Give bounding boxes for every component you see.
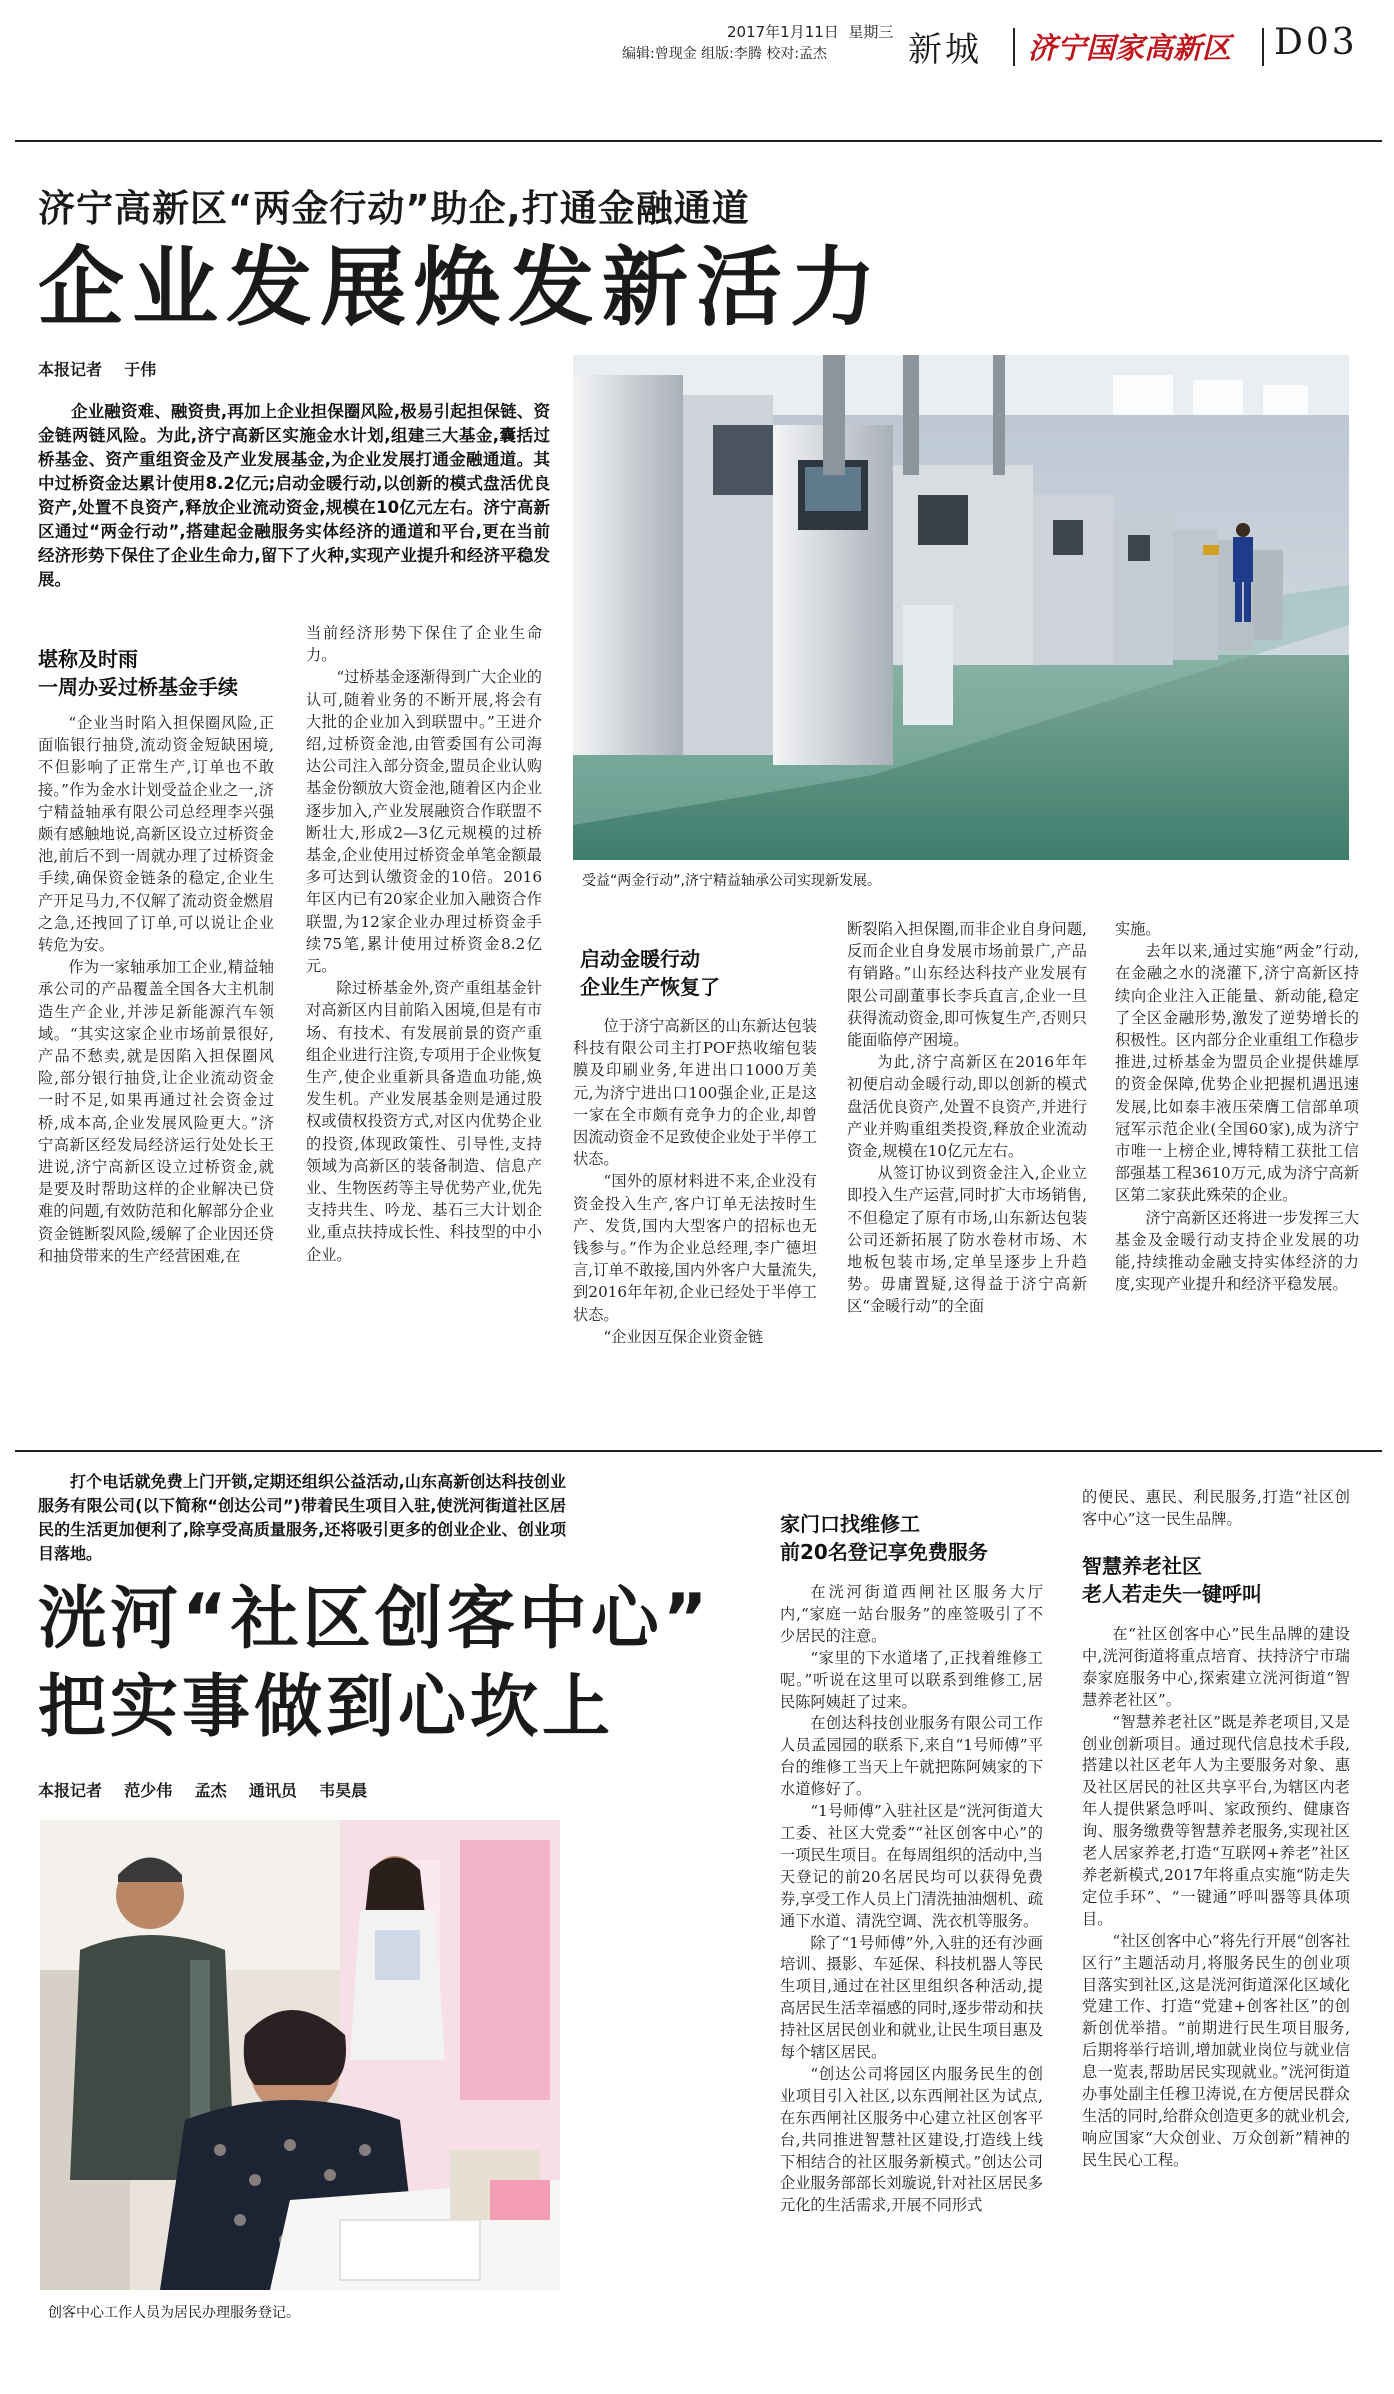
paragraph: “智慧养老社区”既是养老项目,又是创业创新项目。通过现代信息技术手段,搭建以社区老年人为主要服务对象、惠及社区居民的社区共享平台,为辖区内老年人提供紧急呼叫、家政预约、健康咨询、服务缴费等智慧养老服务,实现社区老人居家养老,打造“互联网+养老”社区养老新模式,2017年将重点实施“防走失定位手环”、“一键通”呼叫器等具体项目。 — [1082, 1712, 1350, 1928]
article2-lead — [38, 1470, 566, 1566]
article2-byline: 本报记者 范少伟 孟杰 通讯员 韦昊晨 — [38, 1781, 368, 1800]
paragraph: 断裂陷入担保圈,而非企业自身问题,反而企业自身发展市场前景广,产品有销路。”山东经达科技产业发展有限公司副董事长李兵直言,企业一旦获得流动资金,即可恢复生产,否则只能面临停产困境。 — [847, 920, 1087, 1050]
paragraph: 作为一家轴承加工企业,精益轴承公司的产品覆盖全国各大主机制造生产企业,并涉足新能源汽车领域。“其实这家企业市场前景很好,产品不愁卖,就是因陷入担保圈风险,部分银行抽贷,让企业流动资金一时不足,如果再通过社会资金过桥,成本高,企业发展风险更大。”济宁高新区经发局经济运行处处长王进说,济宁高新区设立过桥资金,就是要及时帮助这样的企业解决已贷难的问题,有效防范和化解部分企业资金链断裂风险,缓解了企业因还贷和抽贷带来的生产经营困难,在 — [38, 958, 274, 1265]
paragraph: “国外的原材料进不来,企业没有资金投入生产,客户订单无法按时生产、发货,国内大型客户的招标也无钱参与。”作为企业总经理,李广德坦言,订单不敢接,国内外客户大量流失,到2016年年初,企业已经处于半停工状态。 — [573, 1172, 817, 1324]
paragraph: 从签订协议到资金注入,企业立即投入生产运营,同时扩大市场销售,不但稳定了原有市场,山东新达包装公司还新拓展了防水卷材市场、木地板包装市场,定单呈逐步上升趋势。毋庸置疑,这得益于济宁高新区“金暖行动”的全面 — [847, 1164, 1087, 1316]
article2-headline-2: 把实事做到心坎上 — [38, 1668, 615, 1747]
weekday: 星期三 — [848, 23, 894, 41]
paragraph: 除了“1号师傅”外,入驻的还有沙画培训、摄影、车延保、科技机器人等民生项目,通过在社区里组织各种活动,提高居民生活幸福感的同时,逐步带动和扶持社区居民创业和就业,让民生项目惠及每个辖区居民。 — [780, 1933, 1044, 2062]
lead-text: 企业融资难、融资贵,再加上企业担保圈风险,极易引起担保链、资金链两链风险。为此,济宁高新区实施金水计划,组建三大基金,囊括过桥基金、资产重组资金及产业发展基金,为企业发展打通金融通道。其中过桥资金达累计使用8.2亿元;启动金暖行动,以创新的模式盘活优良资产,处置不良资产,释放企业流动资金,规模在10亿元左右。济宁高新区通过“两金行动”,搭建起金融服务实体经济的通道和平台,更在当前经济形势下保住了企业生命力,留下了火种,实现产业提升和经济平稳发展。 — [38, 402, 550, 589]
community-photo — [40, 1820, 560, 2290]
header-divider-2 — [1262, 28, 1264, 66]
article1-lead — [38, 400, 550, 592]
header-divider — [1013, 28, 1015, 66]
article2-col2 — [1082, 1624, 1350, 2172]
paragraph: 济宁高新区还将进一步发挥三大基金及金暖行动支持企业发展的功能,持续推动金融支持实体经济的力度,实现产业提升和经济平稳发展。 — [1115, 1208, 1359, 1294]
paragraph: 在“社区创客中心”民生品牌的建设中,洸河街道将重点培育、扶持济宁市瑞泰家庭服务中心,探索建立洸河街道“智慧养老社区”。 — [1082, 1625, 1350, 1709]
paragraph: “家里的下水道堵了,正找着维修工呢。”听说在这里可以联系到维修工,居民陈阿姨赶了过来。 — [780, 1648, 1043, 1711]
article2-subhead-2: 智慧养老社区 老人若走失一键呼叫 — [1082, 1554, 1262, 1606]
community-photo-caption: 创客中心工作人员为居民办理服务登记。 — [48, 2305, 300, 2321]
paragraph: 位于济宁高新区的山东新达包装科技有限公司主打POF热收缩包装膜及印刷业务,年进出口1000万美元,为济宁进出口100强企业,正是这一家在全市颇有竞争力的企业,却曾因流动资金不足致使企业处于半停工状态。 — [573, 1017, 817, 1169]
paragraph: “过桥基金逐渐得到广大企业的认可,随着业务的不断开展,将会有大批的企业加入到联盟中。”王进介绍,过桥资金池,由管委国有公司海达公司注入部分资金,盟员企业认购基金份额放大资金池,随着区内企业逐步加入,产业发展融资合作联盟不断壮大,形成2—3亿元规模的过桥基金,企业使用过桥资金单笔金额最多可达到认缴资金的10倍。2016年区内已有20家企业加入融资合作联盟,为12家企业办理过桥资金手续75笔,累计使用过桥资金8.2亿元。 — [306, 668, 542, 976]
lead-text: 打个电话就免费上门开锁,定期还组织公益活动,山东高新创达科技创业服务有限公司(以下简称“创达公司”)带着民生项目入驻,使洸河街道社区居民的生活更加便利了,除享受高质量服务,还将吸引更多的创业企业、创业项目落地。 — [38, 1472, 566, 1563]
paragraph: 在创达科技创业服务有限公司工作人员孟园园的联系下,来自“1号师傅”平台的维修工当天上午就把陈阿姨家的下水道修好了。 — [780, 1714, 1043, 1799]
article1-col3 — [573, 1015, 817, 1348]
paragraph: 为此,济宁高新区在2016年年初便启动金暖行动,即以创新的模式盘活优良资产,处置不良资产,并进行产业并购重组类投资,释放企业流动资金,规模在10亿元左右。 — [847, 1053, 1087, 1161]
article1-col2 — [306, 622, 542, 1266]
article2-col1 — [780, 1582, 1043, 2217]
paragraph: 当前经济形势下保住了企业生命力。 — [306, 624, 542, 665]
article1-col1 — [38, 712, 274, 1267]
paragraph: 除过桥基金外,资产重组基金针对高新区内目前陷入困境,但是有市场、有技术、有发展前景的资产重组企业进行注资,专项用于企业恢复生产,使企业重新具备造血功能,焕发生机。产业发展基金则是通过股权或债权投资方式,对区内优势企业的投资,体现政策性、引导性,支持领域为高新区的装备制造、信息产业、生物医药等主导优势产业,优先支持共生、吟龙、基石三大计划企业,重点扶持成长性、科技型的中小企业。 — [306, 979, 542, 1264]
page-number: D03 — [1274, 22, 1358, 63]
factory-photo — [573, 355, 1349, 860]
paragraph: “创达公司将园区内服务民生的创业项目引入社区,以东西闸社区为试点,在东西闸社区服务中心建立社区创客平台,共同推进智慧社区建设,打造线上线下相结合的社区服务新模式。”创达公司企业服务部部长刘璇说,针对社区居民多元化的生活需求,开展不同形式 — [780, 2064, 1044, 2215]
paragraph: “企业因互保企业资金链 — [603, 1327, 764, 1346]
paragraph: “企业当时陷入担保圈风险,正面临银行抽贷,流动资金短缺困境,不但影响了正常生产,订单也不敢接。”作为金水计划受益企业之一,济宁精益轴承有限公司总经理李兴强颇有感触地说,高新区设立过桥资金池,前后不到一周就办理了过桥资金手续,确保资金链条的稳定,企业生产开足马力,不仅解了流动资金燃眉之急,还拽回了订单,可以说让企业转危为安。 — [38, 714, 274, 955]
paragraph: 的便民、惠民、利民服务,打造“社区创客中心”这一民生品牌。 — [1082, 1488, 1350, 1528]
header-editors: 编辑:曾现金 组版:李腾 校对:孟杰 — [622, 46, 828, 62]
article1-col5 — [1115, 918, 1359, 1295]
article2-headline-1: 洸河“社区创客中心” — [38, 1580, 712, 1659]
article1-kicker: 济宁高新区“两金行动”助企,打通金融通道 — [38, 187, 750, 230]
article2-subhead-1: 家门口找维修工 前20名登记享免费服务 — [780, 1512, 988, 1564]
article1-headline: 企业发展焕发新活力 — [38, 238, 884, 338]
section-rule — [15, 1450, 1382, 1452]
header-date — [727, 22, 907, 43]
article1-subhead-2: 启动金暖行动 企业生产恢复了 — [580, 947, 720, 999]
logo-text: 济宁国家高新区 — [1028, 31, 1232, 65]
paragraph: “1号师傅”入驻社区是“洸河街道大工委、社区大党委”“社区创客中心”的一项民生项目。在每周组织的活动中,当天登记的前20名居民均可以获得免费券,享受工作人员上门清洗抽油烟机、疏通下水道、清洗空调、洗衣机等服务。 — [780, 1802, 1044, 1930]
article1-subhead-1: 堪称及时雨 一周办妥过桥基金手续 — [38, 647, 238, 699]
article1-byline: 本报记者 于伟 — [38, 360, 157, 379]
section-name: 新城 — [908, 30, 982, 70]
paragraph: “社区创客中心”将先行开展“创客社区行”主题活动月,将服务民生的创业项目落实到社区,这是洸河街道深化区域化党建工作、打造“党建+创客社区”的创新创优举措。“前期进行民生项目服务,后期将举行培训,增加就业岗位与就业信息一览表,帮助居民实现就业。”洸河街道办事处副主任穆卫涛说,在方便居民群众生活的同时,给群众创造更多的就业机会,响应国家“大众创业、万众创新”精神的民生民心工程。 — [1082, 1931, 1350, 2169]
top-rule — [15, 140, 1382, 142]
factory-photo-caption: 受益“两金行动”,济宁精益轴承公司实现新发展。 — [582, 873, 881, 889]
article1-col4 — [847, 918, 1087, 1318]
paragraph: 实施。 — [1115, 920, 1161, 938]
paragraph: 去年以来,通过实施“两金”行动,在金融之水的浇灌下,济宁高新区持续向企业注入正能量、新动能,稳定了全区金融形势,激发了逆势增长的积极性。区内部分企业重组工作稳步推进,过桥基金为盟员企业提供雄厚的资金保障,优势企业把握机遇迅速发展,比如泰丰液压荣膺工信部单项冠军示范企业(全国60家),成为济宁市唯一上榜企业,博特精工获批工信部强基工程3610万元,成为济宁高新区第二家获此殊荣的企业。 — [1115, 942, 1359, 1205]
date: 2017年1月11日 — [727, 23, 839, 41]
paragraph: 在洸河街道西闸社区服务大厅内,“家庭一站台服务”的座签吸引了不少居民的注意。 — [780, 1583, 1043, 1645]
article2-col2-top — [1082, 1487, 1350, 1531]
